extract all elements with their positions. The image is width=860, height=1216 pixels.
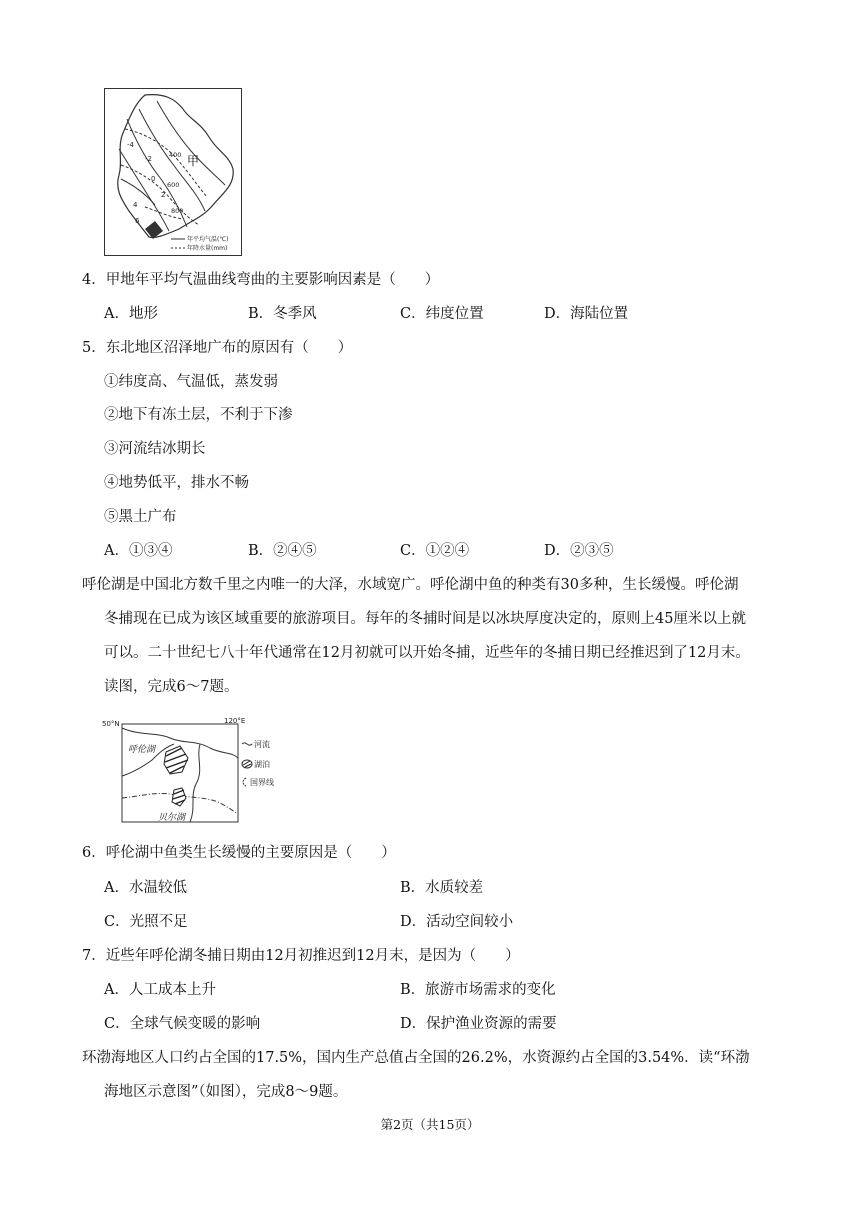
question-6-stem: 6．呼伦湖中鱼类生长缓慢的主要原因是（ ） (82, 845, 396, 861)
legend-river-icon (242, 743, 252, 745)
map-frame (122, 724, 238, 822)
isohyet-label: 800 (171, 207, 184, 215)
q6-option-d[interactable]: D．活动空间较小 (400, 914, 514, 930)
q4-option-a[interactable]: A．地形 (104, 306, 158, 322)
q6-option-b[interactable]: B．水质较差 (400, 880, 484, 896)
isotherm-label: 6 (135, 217, 140, 225)
isotherm-line (119, 149, 169, 231)
question-7-stem: 7．近些年呼伦湖冬捕日期由12月初推迟到12月末，是因为（ ） (82, 948, 520, 964)
q4-option-b[interactable]: B．冬季风 (248, 306, 317, 322)
map2-svg (100, 714, 290, 826)
q5-item-2: ②地下有冻土层，不利于下渗 (104, 407, 293, 423)
q5-item-5: ⑤黑土广布 (104, 509, 177, 525)
passage1-line-4: 读图，完成6～7题。 (104, 679, 239, 695)
isotherm-line (157, 101, 225, 185)
q5-item-3: ③河流结冰期长 (104, 441, 206, 457)
isotherm-line (121, 179, 155, 205)
legend-lake: 湖泊 (254, 760, 270, 769)
q5-item-1: ①纬度高、气温低，蒸发弱 (104, 374, 278, 390)
question-5-stem: 5．东北地区沼泽地广布的原因有（ ） (82, 340, 353, 356)
isohyet-label: 400 (169, 151, 182, 159)
legend-precipitation: 年降水量(mm) (187, 245, 228, 252)
q7-option-a[interactable]: A．人工成本上升 (104, 982, 216, 998)
hulun-lake-label: 呼伦湖 (128, 745, 156, 755)
q5-option-a[interactable]: A．①③④ (104, 543, 173, 559)
q5-item-4: ④地势低平，排水不畅 (104, 475, 249, 491)
q7-option-d[interactable]: D．保护渔业资源的需要 (400, 1016, 557, 1032)
q6-option-c[interactable]: C．光照不足 (104, 914, 188, 930)
isotherm-label: 4 (133, 201, 138, 209)
isotherm-label: 2 (161, 191, 166, 199)
q4-option-c[interactable]: C．纬度位置 (400, 306, 484, 322)
legend-border-icon (243, 778, 246, 786)
passage1-line-1: 呼伦湖是中国北方数千里之内唯一的大泽，水域宽广。呼伦湖中鱼的种类有30多种，生长缓慢。呼伦湖 (82, 577, 739, 593)
passage2-line-1: 环渤海地区人口约占全国的17.5%，国内生产总值占全国的26.2%，水资源约占全国的3.54%．读“环渤 (82, 1050, 750, 1066)
q6-option-a[interactable]: A．水温较低 (104, 880, 187, 896)
isotherm-label: 0 (151, 175, 156, 183)
marker-jia: 甲 (187, 154, 200, 168)
legend-border: 国界线 (250, 778, 274, 787)
legend-temperature: 年平均气温(℃) (187, 236, 229, 243)
page-footer: 第2页（共15页） (380, 1117, 480, 1132)
buir-lake-label: 贝尔湖 (158, 813, 186, 823)
river-line (190, 744, 200, 822)
q5-option-d[interactable]: D．②③⑤ (544, 543, 614, 559)
longitude-label: 120°E (224, 717, 246, 725)
legend-river: 河流 (254, 740, 270, 749)
question-4-stem: 4．甲地年平均气温曲线弯曲的主要影响因素是（ ） (82, 272, 440, 288)
q5-option-c[interactable]: C．①②④ (400, 543, 470, 559)
passage1-line-3: 可以。二十世纪七八十年代通常在12月初就可以开始冬捕，近些年的冬捕日期已经推迟到了12月末。 (104, 645, 750, 661)
isotherm-label: -2 (145, 155, 152, 163)
hulun-lake-map (100, 714, 290, 826)
isohyet-label: 600 (167, 181, 180, 189)
q7-option-c[interactable]: C．全球气候变暖的影响 (104, 1016, 261, 1032)
latitude-label: 50°N (102, 720, 120, 728)
isotherm-label: -4 (127, 141, 134, 149)
northeast-climate-map (104, 88, 242, 256)
q4-option-d[interactable]: D．海陆位置 (544, 306, 629, 322)
map1-svg (105, 89, 241, 255)
q5-option-b[interactable]: B．②④⑤ (248, 543, 317, 559)
q7-option-b[interactable]: B．旅游市场需求的变化 (400, 982, 556, 998)
passage1-line-2: 冬捕现在已成为该区域重要的旅游项目。每年的冬捕时间是以冰块厚度决定的，原则上45厘米以上就 (104, 611, 746, 627)
passage2-line-2: 海地区示意图”（如图），完成8～9题。 (104, 1084, 348, 1100)
